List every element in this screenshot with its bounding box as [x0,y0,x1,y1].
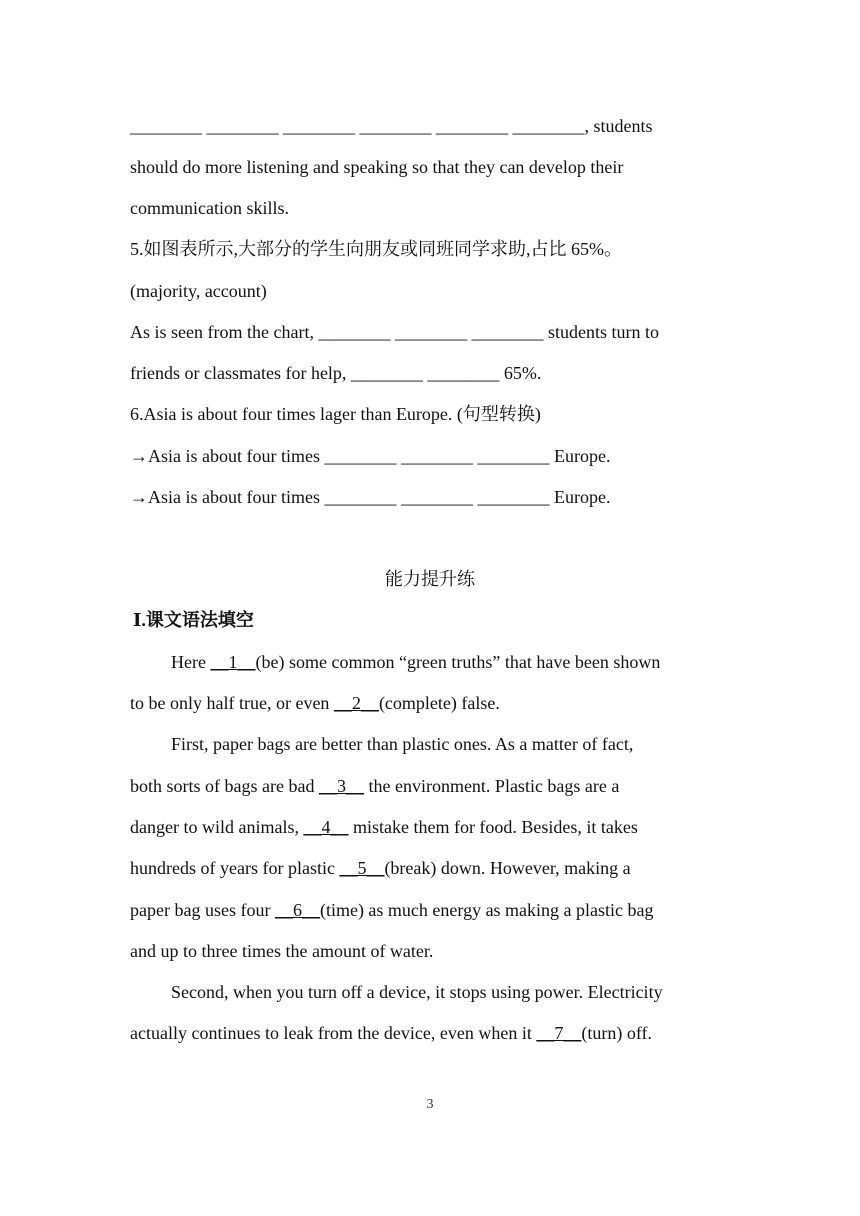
text-line: →Asia is about four times ________ ________ ________ Europe. [130,487,611,507]
passage-line: paper bag uses four __6__(time) as much energy as making a plastic bag [130,900,654,920]
blank-7: __7__ [536,1023,582,1043]
section-title: 能力提升练 [385,569,475,589]
question-6: 6.Asia is about four times lager than Europe. (句型转换) [130,404,541,424]
question-5: 5.如图表所示,大部分的学生向朋友或同班同学求助,占比 65%。 [130,239,622,259]
blank-6: __6__ [274,900,320,920]
passage-line: actually continues to leak from the device, even when it __7__(turn) off. [130,1023,653,1043]
passage-line: hundreds of years for plastic __5__(break) down. However, making a [130,858,631,878]
text-line: communication skills. [130,198,289,218]
text-line: →Asia is about four times ________ ________ ________ Europe. [130,446,611,466]
passage-line: and up to three times the amount of water. [130,941,434,961]
passage-line: Here __1__(be) some common “green truths” that have been shown [171,652,661,672]
text-line: friends or classmates for help, ________ ________ 65%. [130,363,542,383]
blank-2: __2__ [333,693,379,713]
text-line: (majority, account) [130,281,267,301]
passage-line: danger to wild animals, __4__ mistake them for food. Besides, it takes [130,817,638,837]
passage-line: both sorts of bags are bad __3__ the environment. Plastic bags are a [130,776,620,796]
blank-3: __3__ [318,776,364,796]
blank-5: __5__ [339,858,385,878]
passage-line: First, paper bags are better than plastic ones. As a matter of fact, [171,734,634,754]
page-number: 3 [426,1097,434,1112]
passage-line: to be only half true, or even __2__(complete) false. [130,693,500,713]
text-line: should do more listening and speaking so that they can develop their [130,157,624,177]
text-line: As is seen from the chart, ________ ________ ________ students turn to [130,322,659,342]
text-line: ________ ________ ________ ________ ________ ________, students [130,116,653,136]
passage-line: Second, when you turn off a device, it stops using power. Electricity [171,982,663,1002]
blank-1: __1__ [210,652,256,672]
blank-4: __4__ [303,817,349,837]
part-title: Ⅰ.课文语法填空 [133,610,254,630]
